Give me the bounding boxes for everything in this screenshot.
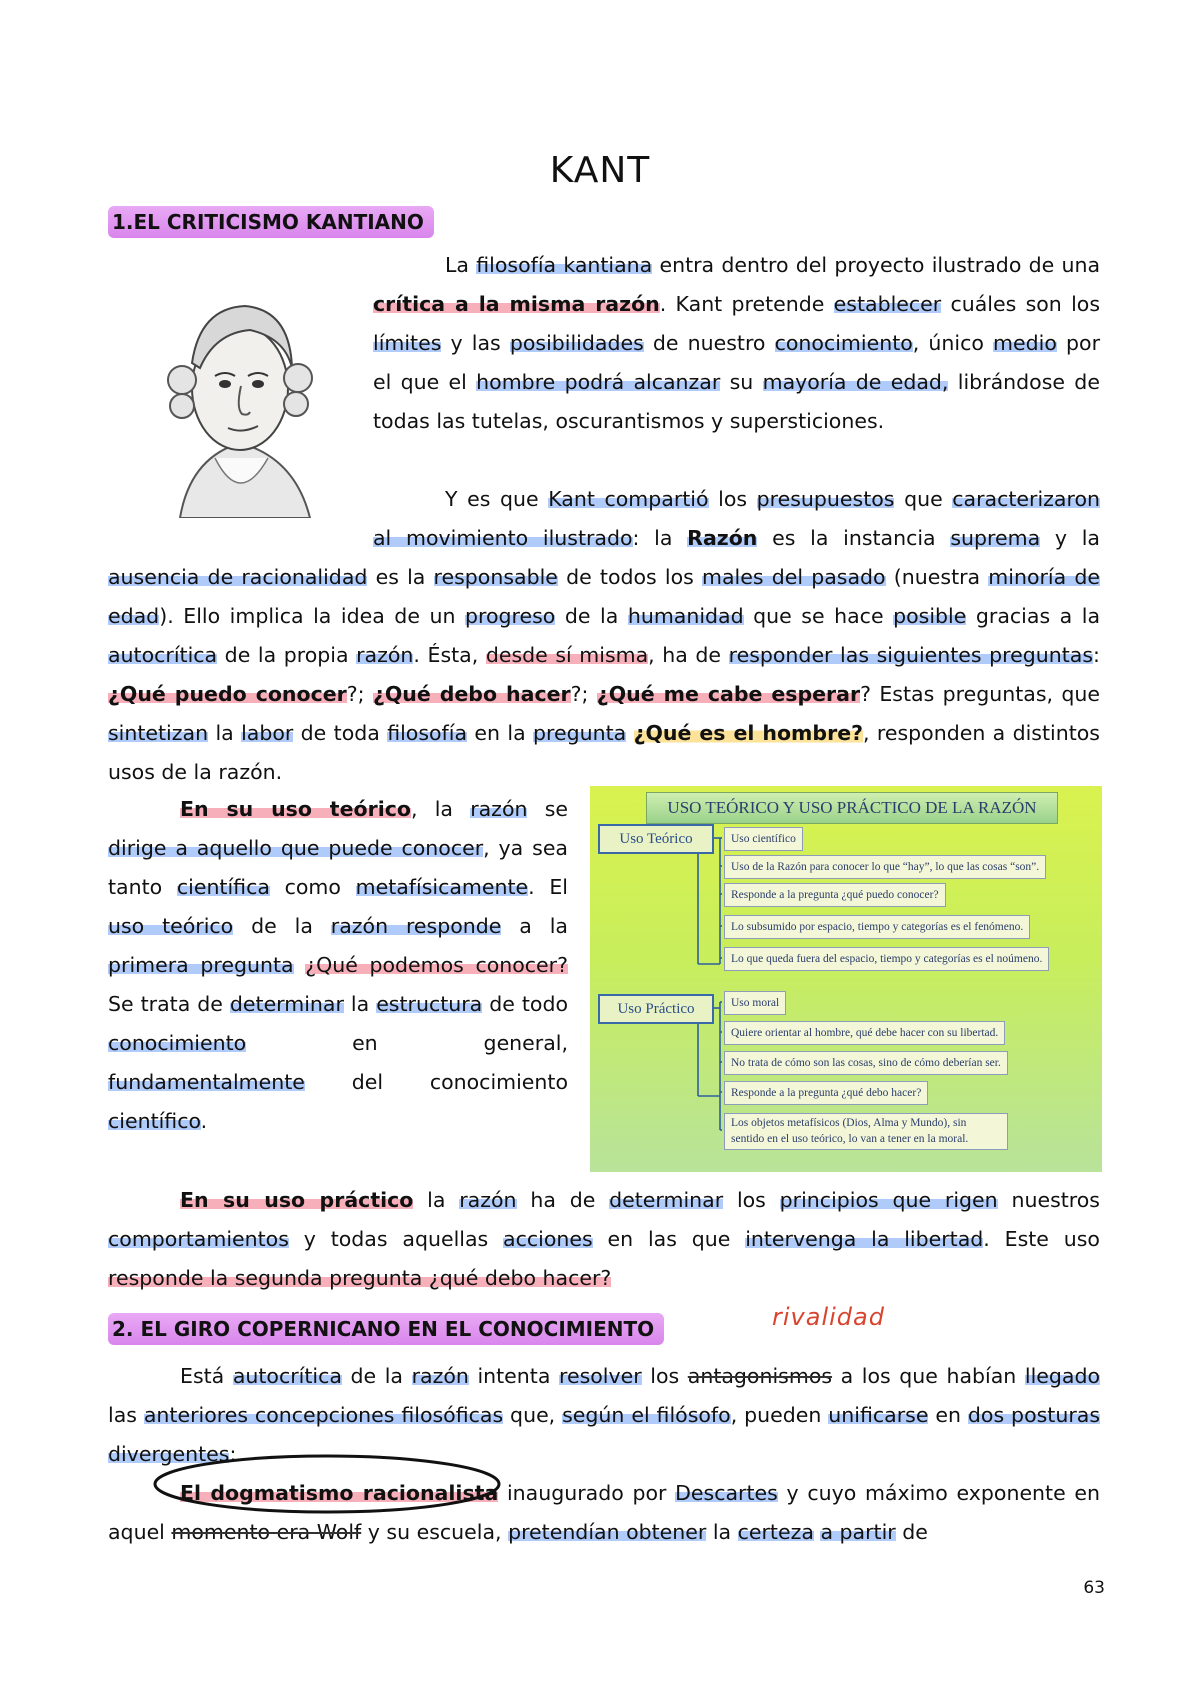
diagram-root-practico: Uso Práctico	[598, 994, 714, 1024]
section-heading-giro: 2. EL GIRO COPERNICANO EN EL CONOCIMIENTO	[108, 1313, 664, 1345]
handwritten-note: rivalidad	[772, 1303, 885, 1331]
diagram-leaf: Quiere orientar al hombre, qué debe hacer con su libertad.	[724, 1021, 1005, 1045]
section-heading-criticismo: 1.EL CRITICISMO KANTIANO	[108, 206, 434, 238]
uso-razon-diagram	[590, 786, 1102, 1172]
paragraph-uso-teorico: En su uso teórico, la razón se dirige a aquello que puede conocer, ya sea tanto científica como metafísicamente. El uso teórico de la razón responde a la primera pregunta ¿Qué podemos conocer? Se trata de determinar la estructura de todo conocimiento en general, fundamentalmente del conocimiento científico.	[108, 797, 569, 1133]
diagram-root-teorico: Uso Teórico	[598, 824, 714, 854]
diagram-leaf: No trata de cómo son las cosas, sino de cómo deberían ser.	[724, 1051, 1008, 1075]
diagram-leaf: Lo subsumido por espacio, tiempo y categorías es el fenómeno.	[724, 915, 1030, 939]
paragraph-giro: Está autocrítica de la razón intenta resolver los antagonismos a los que habían llegado las anteriores concepciones filosóficas que, según el filósofo, pueden unificarse en dos posturas divergentes: El dogmatismo racionalista inaugurado por Descartes y cuyo máximo exponente en aquel momento era Wolf y su escuela, pretendían obtener la certeza a partir de	[108, 1364, 1101, 1544]
paragraph-razon: Y es que Kant compartió los presupuestos que caracterizaron al movimiento ilustrado: la Razón es la instancia suprema y la ausencia de racionalidad es la responsable de todos los males del pasado (nuestra minoría de edad). Ello implica la idea de un progreso de la humanidad que se hace posible gracias a la autocrítica de la propia razón. Ésta, desde sí misma, ha de responder las siguientes preguntas: ¿Qué puedo conocer?; ¿Qué debo hacer?; ¿Qué me cabe esperar? Estas preguntas, que sintetizan la labor de toda filosofía en la pregunta ¿Qué es el hombre?, responden a distintos usos de la razón.	[108, 487, 1101, 784]
diagram-leaf: Uso científico	[724, 827, 803, 851]
diagram-leaf: Uso de la Razón para conocer lo que “hay”, lo que las cosas “son”.	[724, 855, 1046, 879]
page-number: 63	[1083, 1578, 1105, 1598]
diagram-leaf: Lo que queda fuera del espacio, tiempo y categorías es el noúmeno.	[724, 947, 1049, 971]
paragraph-uso-practico: En su uso práctico la razón ha de determinar los principios que rigen nuestros comportamientos y todas aquellas acciones en las que intervenga la libertad. Este uso responde la segunda pregunta ¿qué debo hacer?	[108, 1188, 1100, 1290]
diagram-leaf: Uso moral	[724, 991, 786, 1015]
diagram-leaf: Responde a la pregunta ¿qué puedo conocer?	[724, 883, 946, 907]
diagram-title: USO TEÓRICO Y USO PRÁCTICO DE LA RAZÓN	[646, 792, 1058, 824]
ink-circle-annotation	[151, 1452, 503, 1516]
page-title: KANT	[549, 150, 651, 191]
diagram-leaf: Los objetos metafísicos (Dios, Alma y Mundo), sin sentido en el uso teórico, lo van a tener en la moral.	[724, 1113, 1008, 1150]
paragraph-intro: La filosofía kantiana entra dentro del proyecto ilustrado de una crítica a la misma razón. Kant pretende establecer cuáles son los límites y las posibilidades de nuestro conocimiento, único medio por el que el hombre podrá alcanzar su mayoría de edad, librándose de todas las tutelas, oscurantismos y supersticiones.	[373, 253, 1101, 433]
diagram-leaf: Responde a la pregunta ¿qué debo hacer?	[724, 1081, 928, 1105]
